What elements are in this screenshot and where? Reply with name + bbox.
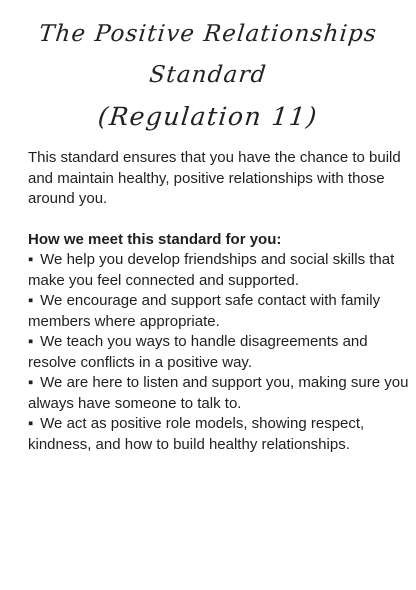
bullet-text: We teach you ways to handle disagreements and resolve conflicts in a positive way. bbox=[28, 333, 368, 371]
bullet-icon: ▪ bbox=[28, 415, 34, 432]
bullet-icon: ▪ bbox=[28, 333, 34, 350]
title-line-2: Standard bbox=[148, 62, 269, 88]
bullet-text: We act as positive role models, showing respect, kindness, and how to build healthy relationships. bbox=[28, 415, 365, 453]
list-item bbox=[28, 332, 410, 373]
bullet-text: We encourage and support safe contact with family members where appropriate. bbox=[28, 292, 381, 330]
page-title bbox=[0, 14, 416, 137]
title-line-3: (Regulation 11) bbox=[96, 102, 320, 131]
list-item bbox=[28, 291, 410, 332]
bullet-icon: ▪ bbox=[28, 374, 34, 391]
list-item bbox=[28, 250, 410, 291]
list-item bbox=[28, 414, 410, 455]
body-content bbox=[28, 148, 410, 455]
bullet-text: We are here to listen and support you, making sure you always have someone to talk to. bbox=[28, 374, 409, 412]
intro-paragraph: This standard ensures that you have the chance to build and maintain healthy, positive relationships with those around you. bbox=[28, 149, 401, 207]
bullet-text: We help you develop friendships and social skills that make you feel connected and supported. bbox=[28, 251, 395, 289]
bullet-icon: ▪ bbox=[28, 251, 34, 268]
title-line-1: The Positive Relationships bbox=[37, 21, 379, 47]
list-item bbox=[28, 373, 410, 414]
section-heading: How we meet this standard for you: bbox=[28, 230, 282, 248]
bullet-icon: ▪ bbox=[28, 292, 34, 309]
bullet-list bbox=[28, 250, 410, 455]
